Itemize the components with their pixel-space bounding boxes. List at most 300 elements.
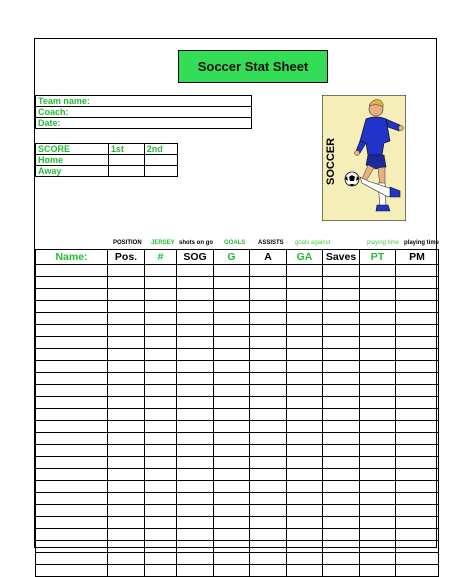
stat-cell[interactable] <box>108 289 145 301</box>
stat-cell[interactable] <box>177 385 214 397</box>
stat-cell[interactable] <box>323 457 360 469</box>
coach-label[interactable]: Coach: <box>36 107 252 118</box>
stat-cell[interactable] <box>145 397 177 409</box>
stat-cell[interactable] <box>108 397 145 409</box>
stat-cell[interactable] <box>145 565 177 577</box>
stat-cell[interactable] <box>360 373 396 385</box>
stat-cell[interactable] <box>360 289 396 301</box>
stat-cell[interactable] <box>214 325 250 337</box>
stat-cell[interactable] <box>36 517 108 529</box>
stat-cell[interactable] <box>250 541 287 553</box>
table-row <box>36 409 439 421</box>
stat-cell[interactable] <box>396 277 439 289</box>
stat-cell[interactable] <box>108 445 145 457</box>
stat-cell[interactable] <box>214 349 250 361</box>
stat-cell[interactable] <box>36 337 108 349</box>
stat-cell[interactable] <box>323 433 360 445</box>
stat-cell[interactable] <box>323 313 360 325</box>
stat-cell[interactable] <box>36 349 108 361</box>
stat-cell[interactable] <box>250 301 287 313</box>
stat-cell[interactable] <box>145 361 177 373</box>
stat-cell[interactable] <box>145 277 177 289</box>
stat-cell[interactable] <box>108 457 145 469</box>
stat-cell[interactable] <box>396 265 439 277</box>
stat-cell[interactable] <box>177 493 214 505</box>
stat-cell[interactable] <box>177 421 214 433</box>
stat-cell[interactable] <box>145 469 177 481</box>
stat-cell[interactable] <box>145 457 177 469</box>
stat-cell[interactable] <box>360 541 396 553</box>
stat-cell[interactable] <box>214 385 250 397</box>
stat-cell[interactable] <box>250 289 287 301</box>
stat-cell[interactable] <box>36 553 108 565</box>
team-info-table <box>35 95 252 129</box>
stat-cell[interactable] <box>145 553 177 565</box>
stat-cell[interactable] <box>214 541 250 553</box>
stat-cell[interactable] <box>36 265 108 277</box>
stat-cell[interactable] <box>108 469 145 481</box>
stat-cell[interactable] <box>287 565 323 577</box>
stat-cell[interactable] <box>36 457 108 469</box>
stat-cell[interactable] <box>396 373 439 385</box>
column-header-saves: Saves <box>323 250 360 265</box>
stat-cell[interactable] <box>360 505 396 517</box>
stat-cell[interactable] <box>177 289 214 301</box>
stat-cell[interactable] <box>177 265 214 277</box>
stat-cell[interactable] <box>396 325 439 337</box>
stat-cell[interactable] <box>145 445 177 457</box>
stat-cell[interactable] <box>287 445 323 457</box>
stat-cell[interactable] <box>360 445 396 457</box>
stat-cell[interactable] <box>36 373 108 385</box>
stat-cell[interactable] <box>396 301 439 313</box>
stat-cell[interactable] <box>214 433 250 445</box>
stat-cell[interactable] <box>177 529 214 541</box>
table-row <box>36 469 439 481</box>
stat-cell[interactable] <box>108 481 145 493</box>
stat-cell[interactable] <box>250 373 287 385</box>
stat-cell[interactable] <box>250 349 287 361</box>
stat-cell[interactable] <box>287 313 323 325</box>
stat-cell[interactable] <box>36 277 108 289</box>
stat-cell[interactable] <box>177 277 214 289</box>
stat-cell[interactable] <box>323 325 360 337</box>
stat-cell[interactable] <box>250 445 287 457</box>
stat-cell[interactable] <box>214 445 250 457</box>
stat-cell[interactable] <box>287 529 323 541</box>
stat-cell[interactable] <box>177 301 214 313</box>
stat-cell[interactable] <box>36 481 108 493</box>
stat-cell[interactable] <box>287 457 323 469</box>
stat-cell[interactable] <box>36 565 108 577</box>
table-row <box>36 385 439 397</box>
stat-cell[interactable] <box>287 421 323 433</box>
stat-cell[interactable] <box>145 289 177 301</box>
stat-cell[interactable] <box>323 517 360 529</box>
table-row <box>36 325 439 337</box>
stat-cell[interactable] <box>145 265 177 277</box>
stat-cell[interactable] <box>108 277 145 289</box>
stat-cell[interactable] <box>250 565 287 577</box>
stat-cell[interactable] <box>287 325 323 337</box>
stat-cell[interactable] <box>145 385 177 397</box>
stat-cell[interactable] <box>108 505 145 517</box>
stat-cell[interactable] <box>287 541 323 553</box>
stat-cell[interactable] <box>250 313 287 325</box>
stat-cell[interactable] <box>250 529 287 541</box>
stat-cell[interactable] <box>287 493 323 505</box>
stat-cell[interactable] <box>323 289 360 301</box>
stat-cell[interactable] <box>287 397 323 409</box>
stat-cell[interactable] <box>396 349 439 361</box>
stat-cell[interactable] <box>287 373 323 385</box>
stat-cell[interactable] <box>250 421 287 433</box>
stat-cell[interactable] <box>145 493 177 505</box>
stat-cell[interactable] <box>145 349 177 361</box>
stat-cell[interactable] <box>250 517 287 529</box>
stat-cell[interactable] <box>360 517 396 529</box>
stat-cell[interactable] <box>396 409 439 421</box>
stat-cell[interactable] <box>323 493 360 505</box>
stat-cell[interactable] <box>108 373 145 385</box>
stat-cell[interactable] <box>145 481 177 493</box>
stat-cell[interactable] <box>250 553 287 565</box>
score-header-row <box>36 144 178 155</box>
stat-cell[interactable] <box>396 361 439 373</box>
stat-cell[interactable] <box>36 469 108 481</box>
stat-cell[interactable] <box>108 553 145 565</box>
stat-cell[interactable] <box>108 541 145 553</box>
stat-cell[interactable] <box>177 505 214 517</box>
stat-cell[interactable] <box>108 421 145 433</box>
stat-cell[interactable] <box>177 445 214 457</box>
stat-cell[interactable] <box>145 409 177 421</box>
stat-cell[interactable] <box>177 469 214 481</box>
stat-cell[interactable] <box>214 265 250 277</box>
stat-cell[interactable] <box>214 517 250 529</box>
stat-cell[interactable] <box>396 541 439 553</box>
stat-cell[interactable] <box>214 505 250 517</box>
stat-cell[interactable] <box>145 337 177 349</box>
desc-assists: ASSISTS <box>258 240 284 246</box>
stat-cell[interactable] <box>323 361 360 373</box>
stat-cell[interactable] <box>36 301 108 313</box>
stat-cell[interactable] <box>108 301 145 313</box>
stat-cell[interactable] <box>360 301 396 313</box>
stat-cell[interactable] <box>323 421 360 433</box>
stat-cell[interactable] <box>108 325 145 337</box>
stat-cell[interactable] <box>287 481 323 493</box>
stat-cell[interactable] <box>177 457 214 469</box>
stat-cell[interactable] <box>323 529 360 541</box>
stat-cell[interactable] <box>323 277 360 289</box>
table-row <box>36 397 439 409</box>
stat-cell[interactable] <box>360 421 396 433</box>
second-half-label: 2nd <box>144 144 177 155</box>
stat-cell[interactable] <box>287 337 323 349</box>
stat-cell[interactable] <box>214 361 250 373</box>
stat-cell[interactable] <box>360 457 396 469</box>
stat-cell[interactable] <box>323 553 360 565</box>
stat-cell[interactable] <box>145 505 177 517</box>
stat-cell[interactable] <box>360 325 396 337</box>
stat-cell[interactable] <box>360 433 396 445</box>
home-1st-cell[interactable] <box>108 155 144 166</box>
score-row-away <box>36 166 178 177</box>
desc-playing-time-2: playing time <box>404 240 440 246</box>
stat-cell[interactable] <box>360 469 396 481</box>
stat-cell[interactable] <box>36 505 108 517</box>
stat-cell[interactable] <box>177 325 214 337</box>
away-1st-cell[interactable] <box>108 166 144 177</box>
score-row-home <box>36 155 178 166</box>
stat-cell[interactable] <box>108 337 145 349</box>
stat-cell[interactable] <box>145 301 177 313</box>
stat-cell[interactable] <box>396 505 439 517</box>
stat-cell[interactable] <box>323 397 360 409</box>
stat-cell[interactable] <box>323 565 360 577</box>
stat-cell[interactable] <box>250 457 287 469</box>
soccer-player-illustration <box>322 95 406 221</box>
desc-shots-on-goal: shots on go <box>179 240 213 246</box>
stat-cell[interactable] <box>36 493 108 505</box>
stat-cell[interactable] <box>177 313 214 325</box>
stat-cell[interactable] <box>214 421 250 433</box>
stat-cell[interactable] <box>177 361 214 373</box>
stat-cell[interactable] <box>287 277 323 289</box>
stat-cell[interactable] <box>396 529 439 541</box>
stat-cell[interactable] <box>214 553 250 565</box>
stat-cell[interactable] <box>287 505 323 517</box>
table-row <box>36 361 439 373</box>
stat-cell[interactable] <box>360 265 396 277</box>
stat-cell[interactable] <box>250 505 287 517</box>
stat-cell[interactable] <box>145 325 177 337</box>
stat-cell[interactable] <box>287 469 323 481</box>
away-2nd-cell[interactable] <box>144 166 177 177</box>
stat-cell[interactable] <box>108 313 145 325</box>
stat-cell[interactable] <box>323 301 360 313</box>
stat-cell[interactable] <box>360 313 396 325</box>
stat-cell[interactable] <box>287 517 323 529</box>
stat-cell[interactable] <box>145 421 177 433</box>
stat-cell[interactable] <box>145 373 177 385</box>
table-row <box>36 553 439 565</box>
stat-cell[interactable] <box>396 493 439 505</box>
stat-cell[interactable] <box>177 373 214 385</box>
stat-cell[interactable] <box>214 313 250 325</box>
stat-cell[interactable] <box>177 409 214 421</box>
stat-cell[interactable] <box>396 385 439 397</box>
stat-cell[interactable] <box>360 529 396 541</box>
stat-cell[interactable] <box>177 517 214 529</box>
stat-cell[interactable] <box>396 313 439 325</box>
stat-cell[interactable] <box>396 517 439 529</box>
stat-cell[interactable] <box>177 397 214 409</box>
stat-cell[interactable] <box>396 397 439 409</box>
stat-cell[interactable] <box>287 301 323 313</box>
stat-cell[interactable] <box>145 433 177 445</box>
stat-cell[interactable] <box>108 433 145 445</box>
stat-cell[interactable] <box>396 421 439 433</box>
stat-cell[interactable] <box>360 349 396 361</box>
stat-cell[interactable] <box>214 457 250 469</box>
stat-cell[interactable] <box>250 397 287 409</box>
stat-cell[interactable] <box>214 481 250 493</box>
stat-cell[interactable] <box>214 565 250 577</box>
stat-cell[interactable] <box>36 385 108 397</box>
stat-cell[interactable] <box>214 493 250 505</box>
stat-cell[interactable] <box>323 373 360 385</box>
stat-cell[interactable] <box>177 541 214 553</box>
stat-cell[interactable] <box>36 313 108 325</box>
stat-cell[interactable] <box>396 289 439 301</box>
stat-cell[interactable] <box>360 337 396 349</box>
stat-cell[interactable] <box>250 409 287 421</box>
stat-cell[interactable] <box>145 541 177 553</box>
stat-cell[interactable] <box>36 325 108 337</box>
stat-cell[interactable] <box>287 265 323 277</box>
stat-cell[interactable] <box>214 289 250 301</box>
stat-cell[interactable] <box>108 409 145 421</box>
stat-cell[interactable] <box>396 481 439 493</box>
info-row-date <box>36 118 252 129</box>
stat-cell[interactable] <box>250 385 287 397</box>
stat-cell[interactable] <box>396 553 439 565</box>
stat-cell[interactable] <box>36 529 108 541</box>
stat-cell[interactable] <box>36 433 108 445</box>
stat-cell[interactable] <box>145 517 177 529</box>
column-header-ga: GA <box>287 250 323 265</box>
stat-cell[interactable] <box>250 325 287 337</box>
stat-cell[interactable] <box>145 529 177 541</box>
stat-cell[interactable] <box>360 361 396 373</box>
stat-cell[interactable] <box>360 277 396 289</box>
stat-cell[interactable] <box>287 409 323 421</box>
stat-cell[interactable] <box>396 469 439 481</box>
stat-cell[interactable] <box>323 337 360 349</box>
stat-cell[interactable] <box>145 313 177 325</box>
stat-cell[interactable] <box>396 337 439 349</box>
stat-cell[interactable] <box>214 397 250 409</box>
column-header-pos: Pos. <box>108 250 145 265</box>
desc-goals: GOALS <box>224 240 246 246</box>
stat-cell[interactable] <box>36 397 108 409</box>
stat-cell[interactable] <box>360 397 396 409</box>
stat-cell[interactable] <box>323 469 360 481</box>
stat-cell[interactable] <box>214 409 250 421</box>
stat-cell[interactable] <box>108 565 145 577</box>
date-label[interactable]: Date: <box>36 118 252 129</box>
stat-cell[interactable] <box>108 349 145 361</box>
stat-cell[interactable] <box>108 517 145 529</box>
stat-cell[interactable] <box>177 565 214 577</box>
stat-cell[interactable] <box>36 361 108 373</box>
home-label: Home <box>36 155 109 166</box>
stat-cell[interactable] <box>108 265 145 277</box>
stat-cell[interactable] <box>287 289 323 301</box>
stat-cell[interactable] <box>323 349 360 361</box>
sheet-title: Soccer Stat Sheet <box>178 50 328 83</box>
table-row <box>36 313 439 325</box>
stat-cell[interactable] <box>36 541 108 553</box>
stat-cell[interactable] <box>36 409 108 421</box>
stat-cell[interactable] <box>214 469 250 481</box>
stat-cell[interactable] <box>214 301 250 313</box>
desc-position: POSITION <box>113 240 142 246</box>
stat-cell[interactable] <box>250 361 287 373</box>
stat-cell[interactable] <box>323 481 360 493</box>
stat-cell[interactable] <box>396 445 439 457</box>
stat-cell[interactable] <box>250 469 287 481</box>
stat-cell[interactable] <box>250 481 287 493</box>
stat-cell[interactable] <box>214 277 250 289</box>
stat-cell[interactable] <box>287 385 323 397</box>
stat-cell[interactable] <box>214 337 250 349</box>
away-label: Away <box>36 166 109 177</box>
table-row <box>36 265 439 277</box>
stat-cell[interactable] <box>108 385 145 397</box>
stat-cell[interactable] <box>250 337 287 349</box>
stat-cell[interactable] <box>36 421 108 433</box>
stat-cell[interactable] <box>177 349 214 361</box>
stat-cell[interactable] <box>360 553 396 565</box>
stat-cell[interactable] <box>360 481 396 493</box>
stat-cell[interactable] <box>214 373 250 385</box>
stat-cell[interactable] <box>36 289 108 301</box>
score-label: SCORE <box>36 144 109 155</box>
stat-cell[interactable] <box>250 265 287 277</box>
stat-cell[interactable] <box>323 385 360 397</box>
stat-cell[interactable] <box>250 493 287 505</box>
home-2nd-cell[interactable] <box>144 155 177 166</box>
stat-cell[interactable] <box>287 433 323 445</box>
stat-cell[interactable] <box>360 565 396 577</box>
stat-cell[interactable] <box>396 457 439 469</box>
stat-cell[interactable] <box>108 529 145 541</box>
stat-cell[interactable] <box>323 265 360 277</box>
stat-cell[interactable] <box>323 541 360 553</box>
stat-cell[interactable] <box>396 565 439 577</box>
stat-cell[interactable] <box>360 493 396 505</box>
stat-cell[interactable] <box>177 433 214 445</box>
stat-cell[interactable] <box>108 493 145 505</box>
stat-cell[interactable] <box>396 433 439 445</box>
stat-cell[interactable] <box>323 445 360 457</box>
stat-cell[interactable] <box>250 277 287 289</box>
table-row <box>36 457 439 469</box>
stat-cell[interactable] <box>177 553 214 565</box>
stat-cell[interactable] <box>214 529 250 541</box>
stat-cell[interactable] <box>177 481 214 493</box>
stat-cell[interactable] <box>323 505 360 517</box>
table-row <box>36 289 439 301</box>
stat-cell[interactable] <box>108 361 145 373</box>
stat-cell[interactable] <box>36 445 108 457</box>
player-stats-table <box>35 249 439 577</box>
stat-cell[interactable] <box>323 409 360 421</box>
stat-cell[interactable] <box>360 409 396 421</box>
stat-cell[interactable] <box>177 337 214 349</box>
table-row <box>36 433 439 445</box>
stat-cell[interactable] <box>250 433 287 445</box>
stat-cell[interactable] <box>287 553 323 565</box>
team-name-label[interactable]: Team name: <box>36 96 252 107</box>
stat-cell[interactable] <box>287 349 323 361</box>
stat-cell[interactable] <box>287 361 323 373</box>
stat-cell[interactable] <box>360 385 396 397</box>
table-row <box>36 493 439 505</box>
